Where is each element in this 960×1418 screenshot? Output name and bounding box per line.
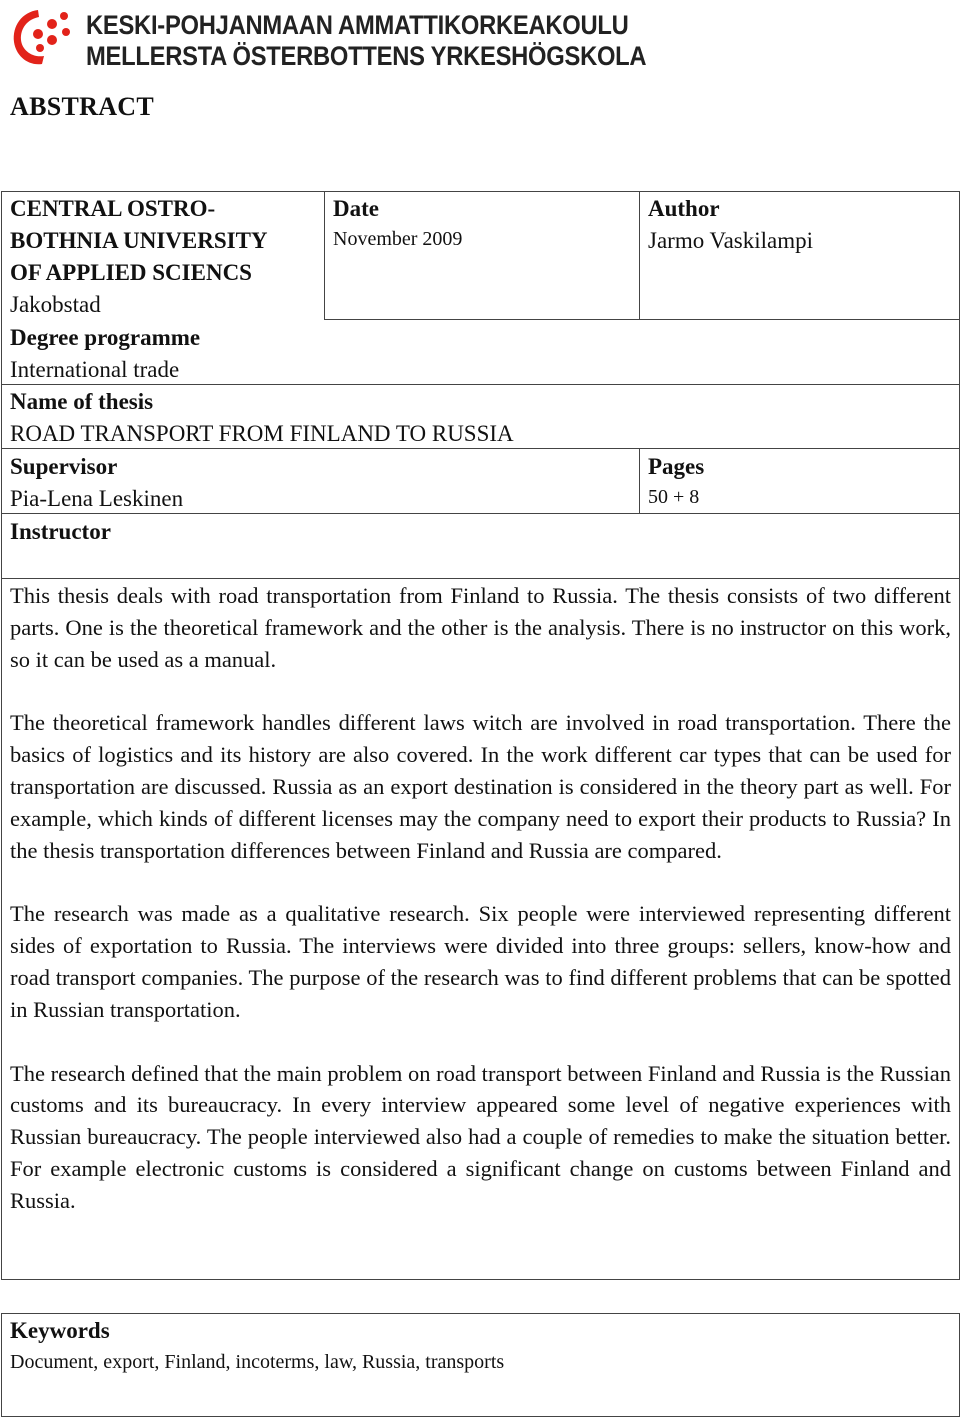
abstract-body [10,580,951,1249]
university-name-line-3: OF APPLIED SCIENCS [10,260,252,285]
abstract-paragraph-2: The theoretical framework handles different laws witch are involved in road transportation. There the basics of logistics and its history are also covered. In the work different car types that can be used for transportation are discussed. Russia as an export destination is considered in the theory part as well. For example, which kinds of different licenses may the company need to export their products to Russia? In the thesis transportation differences between Finland and Russia are compared. [10,710,951,863]
university-logo [8,4,647,71]
instructor-label: Instructor [10,519,111,544]
thesis-name-value: ROAD TRANSPORT FROM FINLAND TO RUSSIA [10,421,514,446]
degree-programme-label: Degree programme [10,325,201,350]
pages-value: 50 + 8 [648,486,700,508]
keywords-label: Keywords [10,1318,110,1343]
university-logo-text [86,10,646,72]
date-value: November 2009 [333,228,463,250]
university-logo-mark-icon [8,4,74,70]
pages-label: Pages [648,454,705,479]
author-value: Jarmo Vaskilampi [648,228,814,253]
logo-line-2: MELLERSTA ÖSTERBOTTENS YRKESHÖGSKOLA [86,41,647,71]
page-title: ABSTRACT [10,92,154,121]
thesis-name-label: Name of thesis [10,389,154,414]
abstract-paragraph-4: The research defined that the main problem on road transport between Finland and Russia is the Russian customs and its bureaucracy. In every interview appeared some level of negative experiences with Russian bureaucracy. The people interviewed also had a couple of remedies to make the situation better. For example electronic customs is considered a significant change on customs between Finland and Russia. [10,1060,952,1213]
university-name-line-2: BOTHNIA UNIVERSITY [10,228,268,253]
info-divider-3 [639,448,640,514]
university-location: Jakobstad [10,292,101,317]
abstract-paragraph-3: The research was made as a qualitative research. Six people were interviewed representing different sides of exportation to Russia. The interviews were divided into three groups: sellers, know-how and road transport companies. The purpose of the research was to find different problems that can be spotted in Russian transportation. [10,901,951,1022]
info-divider-2 [639,191,640,320]
date-label: Date [333,196,379,221]
abstract-paragraph-1: This thesis deals with road transportation from Finland to Russia. The thesis consists of two different parts. One is the theoretical framework and the other is the analysis. There is no instructor on this work, so it can be used as a manual. [10,583,951,672]
supervisor-value: Pia-Lena Leskinen [10,486,184,511]
university-name-line-1: CENTRAL OSTRO- [10,196,216,221]
degree-programme-value: International trade [10,357,180,382]
keywords-value: Document, export, Finland, incoterms, law, Russia, transports [10,1351,505,1373]
info-row-line-1 [324,319,960,320]
supervisor-label: Supervisor [10,454,118,479]
info-divider-1 [324,191,325,320]
author-label: Author [648,196,720,221]
logo-line-1: KESKI-POHJANMAAN AMMATTIKORKEAKOULU [86,10,629,40]
